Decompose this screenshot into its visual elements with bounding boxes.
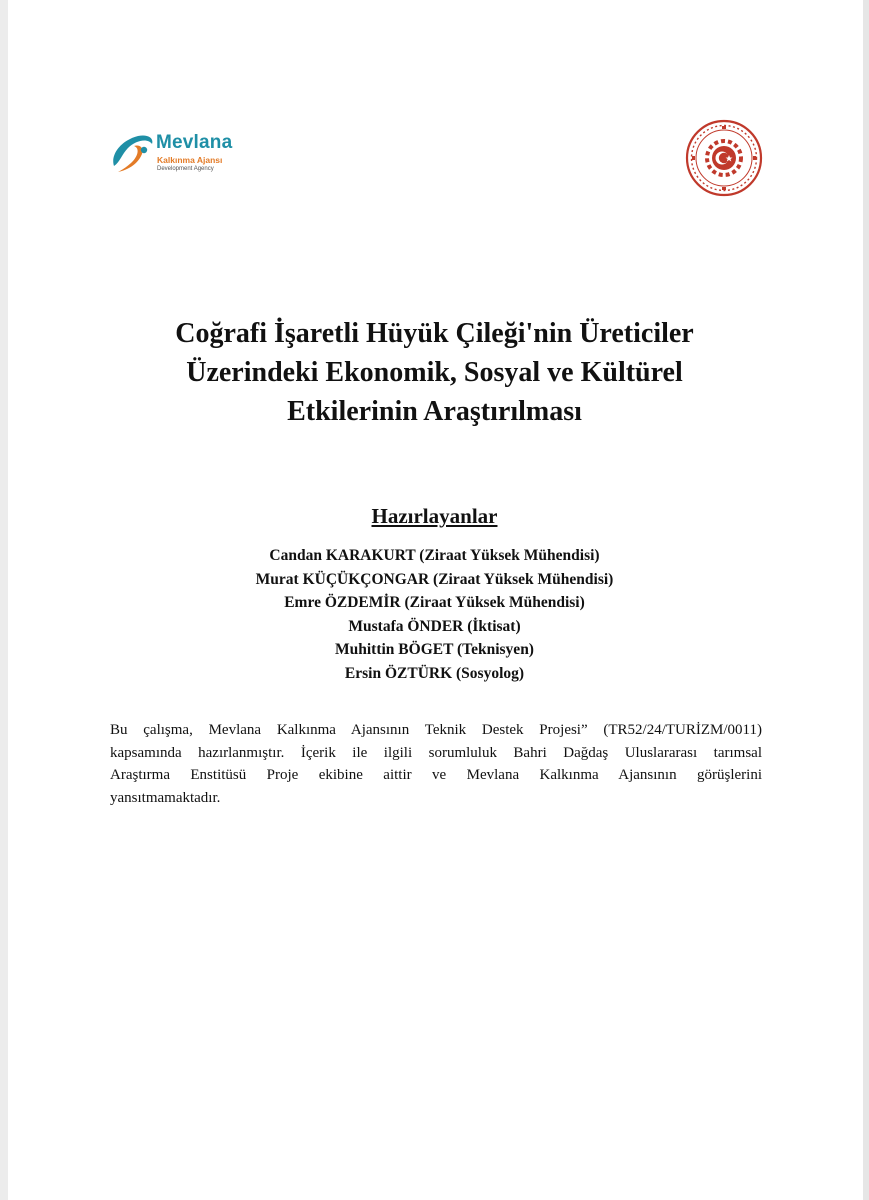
- logo-subtitle-en: Development Agency: [157, 166, 214, 172]
- author-item: Emre ÖZDEMİR (Ziraat Yüksek Mühendisi): [284, 594, 585, 611]
- mevlana-swirl-icon: [108, 126, 156, 178]
- disclaimer-line: Bu çalışma, Mevlana Kalkınma Ajansının Teknik Destek Projesi” (TR52/24/TURİZM/0011): [110, 722, 762, 738]
- logo-subtitle: Kalkınma Ajansı: [157, 155, 223, 165]
- disclaimer-paragraph: [110, 719, 762, 809]
- author-item: Muhittin BÖGET (Teknisyen): [335, 641, 534, 658]
- logo-name: Mevlana: [156, 132, 233, 153]
- document-title: [68, 314, 801, 431]
- prepared-by-heading: Hazırlayanlar: [371, 504, 498, 528]
- document-page: [8, 0, 861, 1200]
- viewer-right-edge: [863, 0, 869, 1200]
- disclaimer-line: Araştırma Enstitüsü Proje ekibine aittir ve Mevlana Kalkınma Ajansının görüşlerini: [110, 767, 762, 783]
- disclaimer-line: kapsamında hazırlanmıştır. İçerik ile ilgili sorumluluk Bahri Dağdaş Uluslararası tarımsal: [110, 744, 762, 761]
- ministry-seal-icon: [684, 118, 764, 198]
- author-item: Candan KARAKURT (Ziraat Yüksek Mühendisi): [269, 547, 600, 564]
- title-line: Etkilerinin Araştırılması: [287, 396, 582, 427]
- title-line: Coğrafi İşaretli Hüyük Çileği'nin Üreticiler: [175, 318, 694, 349]
- author-list: [8, 544, 861, 685]
- mevlana-logo: [108, 126, 268, 178]
- author-item: Mustafa ÖNDER (İktisat): [348, 617, 521, 635]
- viewer-left-edge: [0, 0, 8, 1200]
- author-item: Ersin ÖZTÜRK (Sosyolog): [344, 664, 525, 682]
- author-item: Murat KÜÇÜKÇONGAR (Ziraat Yüksek Mühendisi): [255, 570, 614, 588]
- title-line: Üzerindeki Ekonomik, Sosyal ve Kültürel: [186, 357, 683, 388]
- disclaimer-line: yansıtmamaktadır.: [110, 789, 221, 806]
